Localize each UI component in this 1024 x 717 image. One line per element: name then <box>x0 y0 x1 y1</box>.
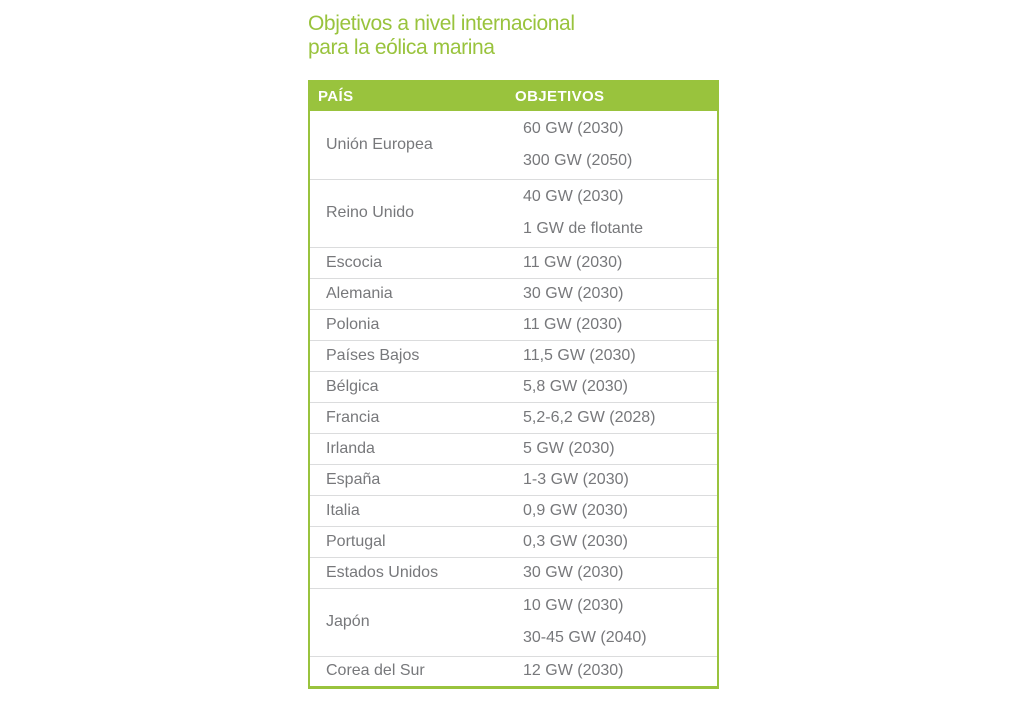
figure-title-line2: para la eólica marina <box>308 36 495 59</box>
targets-table <box>308 80 719 689</box>
objective-value: 30 GW (2030) <box>523 563 624 581</box>
objective-value: 5,2-6,2 GW (2028) <box>523 408 656 426</box>
table-row <box>309 111 718 179</box>
table-row <box>309 656 718 687</box>
objectives-cell <box>507 340 718 371</box>
country-cell: Japón <box>309 588 507 656</box>
objective-value: 11 GW (2030) <box>523 253 623 271</box>
objective-value: 30-45 GW (2040) <box>523 629 647 646</box>
objectives-cell <box>507 526 718 557</box>
country-cell: Estados Unidos <box>309 557 507 588</box>
figure-title <box>308 12 717 60</box>
objective-value: 1 GW de flotante <box>523 220 644 237</box>
objective-value: 5 GW (2030) <box>523 439 615 457</box>
country-cell: Italia <box>309 495 507 526</box>
objective-value: 60 GW (2030) <box>523 119 624 137</box>
table-row <box>309 588 718 656</box>
objective-value: 11 GW (2030) <box>523 315 623 333</box>
table-row <box>309 495 718 526</box>
objective-value: 40 GW (2030) <box>523 188 624 205</box>
table-row <box>309 309 718 340</box>
objectives-cell <box>507 557 718 588</box>
table-row <box>309 340 718 371</box>
table-row <box>309 371 718 402</box>
objective-value: 300 GW (2050) <box>523 151 633 169</box>
objectives-cell <box>507 656 718 687</box>
objective-value: 12 GW (2030) <box>523 662 624 679</box>
table-row <box>309 402 718 433</box>
objectives-cell <box>507 464 718 495</box>
table-row <box>309 557 718 588</box>
country-cell: Reino Unido <box>309 179 507 247</box>
objectives-cell <box>507 179 718 247</box>
offshore-wind-targets-figure <box>308 12 717 689</box>
country-cell: Países Bajos <box>309 340 507 371</box>
objectives-cell <box>507 111 718 179</box>
objectives-cell <box>507 495 718 526</box>
column-header-pais: PAÍS <box>309 81 507 111</box>
table-row <box>309 464 718 495</box>
objective-value: 0,3 GW (2030) <box>523 532 628 550</box>
figure-title-line1: Objetivos a nivel internacional <box>308 12 575 35</box>
country-cell: Corea del Sur <box>309 656 507 687</box>
objectives-cell <box>507 309 718 340</box>
country-cell: Portugal <box>309 526 507 557</box>
table-row <box>309 247 718 278</box>
objectives-cell <box>507 433 718 464</box>
objective-value: 30 GW (2030) <box>523 284 624 302</box>
column-header-objetivos: OBJETIVOS <box>507 81 718 111</box>
objectives-cell <box>507 588 718 656</box>
table-header-row <box>309 81 718 111</box>
country-cell: Unión Europea <box>309 111 507 179</box>
objectives-cell <box>507 402 718 433</box>
objective-value: 10 GW (2030) <box>523 597 624 614</box>
country-cell: Alemania <box>309 278 507 309</box>
country-cell: Irlanda <box>309 433 507 464</box>
objectives-cell <box>507 278 718 309</box>
objectives-cell <box>507 247 718 278</box>
objective-value: 5,8 GW (2030) <box>523 377 628 395</box>
objective-value: 11,5 GW (2030) <box>523 346 636 364</box>
country-cell: Bélgica <box>309 371 507 402</box>
objective-value: 1-3 GW (2030) <box>523 470 629 488</box>
table-row <box>309 433 718 464</box>
country-cell: Escocia <box>309 247 507 278</box>
objective-value: 0,9 GW (2030) <box>523 501 628 519</box>
table-row <box>309 278 718 309</box>
country-cell: España <box>309 464 507 495</box>
table-row <box>309 179 718 247</box>
objectives-cell <box>507 371 718 402</box>
country-cell: Polonia <box>309 309 507 340</box>
country-cell: Francia <box>309 402 507 433</box>
table-row <box>309 526 718 557</box>
table-body <box>309 111 718 687</box>
